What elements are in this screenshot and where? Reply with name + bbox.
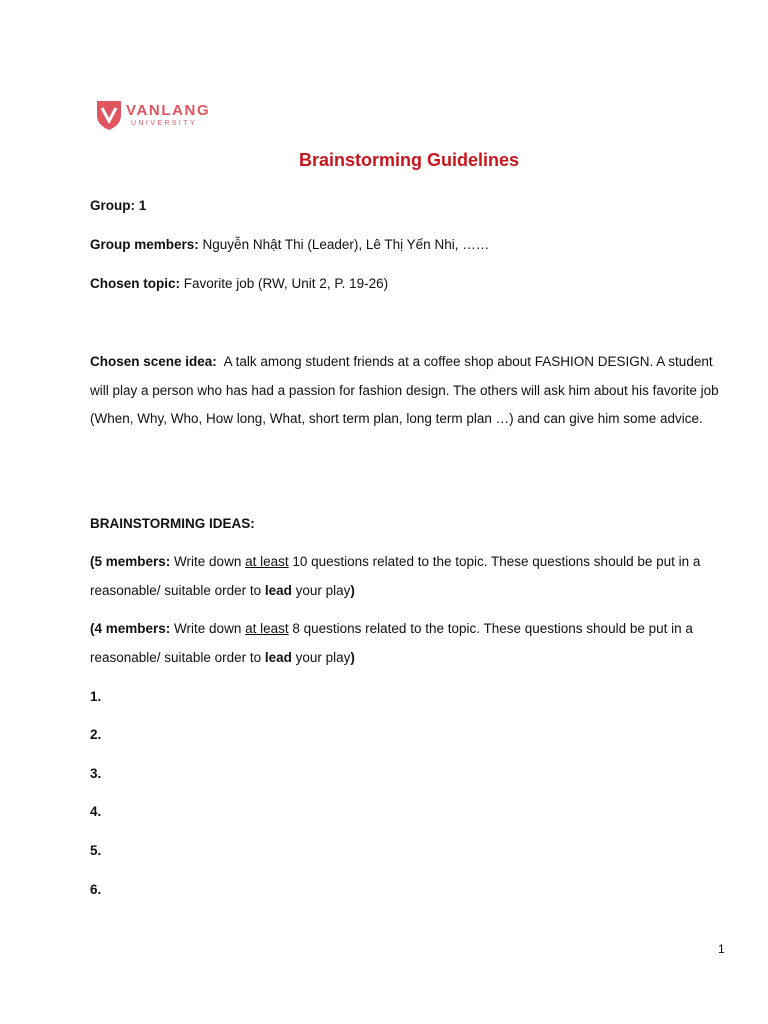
lead-text: lead xyxy=(264,649,292,665)
paren-close: ) xyxy=(350,649,355,665)
members-value: Nguyễn Nhật Thi (Leader), Lê Thị Yến Nhi, …… xyxy=(202,237,490,252)
logo-subtitle: UNIVERSITY xyxy=(131,120,198,127)
instruction-text: your play xyxy=(291,649,351,665)
paren-open: ( xyxy=(90,554,95,569)
group-value: 1 xyxy=(138,198,147,213)
members-count-label: 4 members: xyxy=(94,621,171,636)
list-number: 6. xyxy=(90,882,102,897)
paren-close: ) xyxy=(350,582,355,598)
instruction-4-members xyxy=(90,615,722,672)
list-number: 2. xyxy=(90,727,102,742)
logo-name: VANLANG xyxy=(126,102,211,119)
topic-value: Favorite job (RW, Unit 2, P. 19-26) xyxy=(183,276,389,291)
scene-text: A talk among student friends at a coffee shop about FASHION DESIGN. A student will play a person who has had a passion for fashion design. The others will ask him about his favorite job (When, Why, Who, How long, What, short term plan, long term plan …) and can give him some advice. xyxy=(90,354,719,426)
instruction-text: 8 questions related to the topic. These questions should be put in a reasonable/ suitable order to xyxy=(90,621,693,665)
list-number: 4. xyxy=(90,804,102,819)
instruction-text: Write down xyxy=(170,554,246,569)
paren-open: ( xyxy=(90,621,95,636)
group-label: Group: xyxy=(90,198,135,213)
instruction-text: 10 questions related to the topic. These questions should be put in a reasonable/ suitable order to xyxy=(90,554,701,598)
ideas-heading: BRAINSTORMING IDEAS: xyxy=(90,516,255,531)
at-least-text: at least xyxy=(245,554,289,569)
scene-label: Chosen scene idea: xyxy=(90,354,217,369)
list-number: 5. xyxy=(90,843,102,858)
list-number: 1. xyxy=(90,689,102,704)
group-line xyxy=(90,192,722,221)
at-least-text: at least xyxy=(245,621,289,636)
instruction-text: your play xyxy=(291,582,351,598)
shield-icon xyxy=(96,99,122,131)
instruction-text: Write down xyxy=(170,621,246,636)
list-number: 3. xyxy=(90,766,102,781)
page-number: 1 xyxy=(718,942,725,956)
members-label: Group members: xyxy=(90,237,199,252)
scene-paragraph xyxy=(90,348,722,434)
topic-line xyxy=(90,270,722,299)
lead-text: lead xyxy=(264,582,292,598)
topic-label: Chosen topic: xyxy=(90,276,180,291)
university-logo xyxy=(96,99,216,133)
instruction-5-members xyxy=(90,548,722,605)
page-title: Brainstorming Guidelines xyxy=(298,150,520,170)
members-count-label: 5 members: xyxy=(94,554,171,569)
members-line xyxy=(90,231,722,260)
